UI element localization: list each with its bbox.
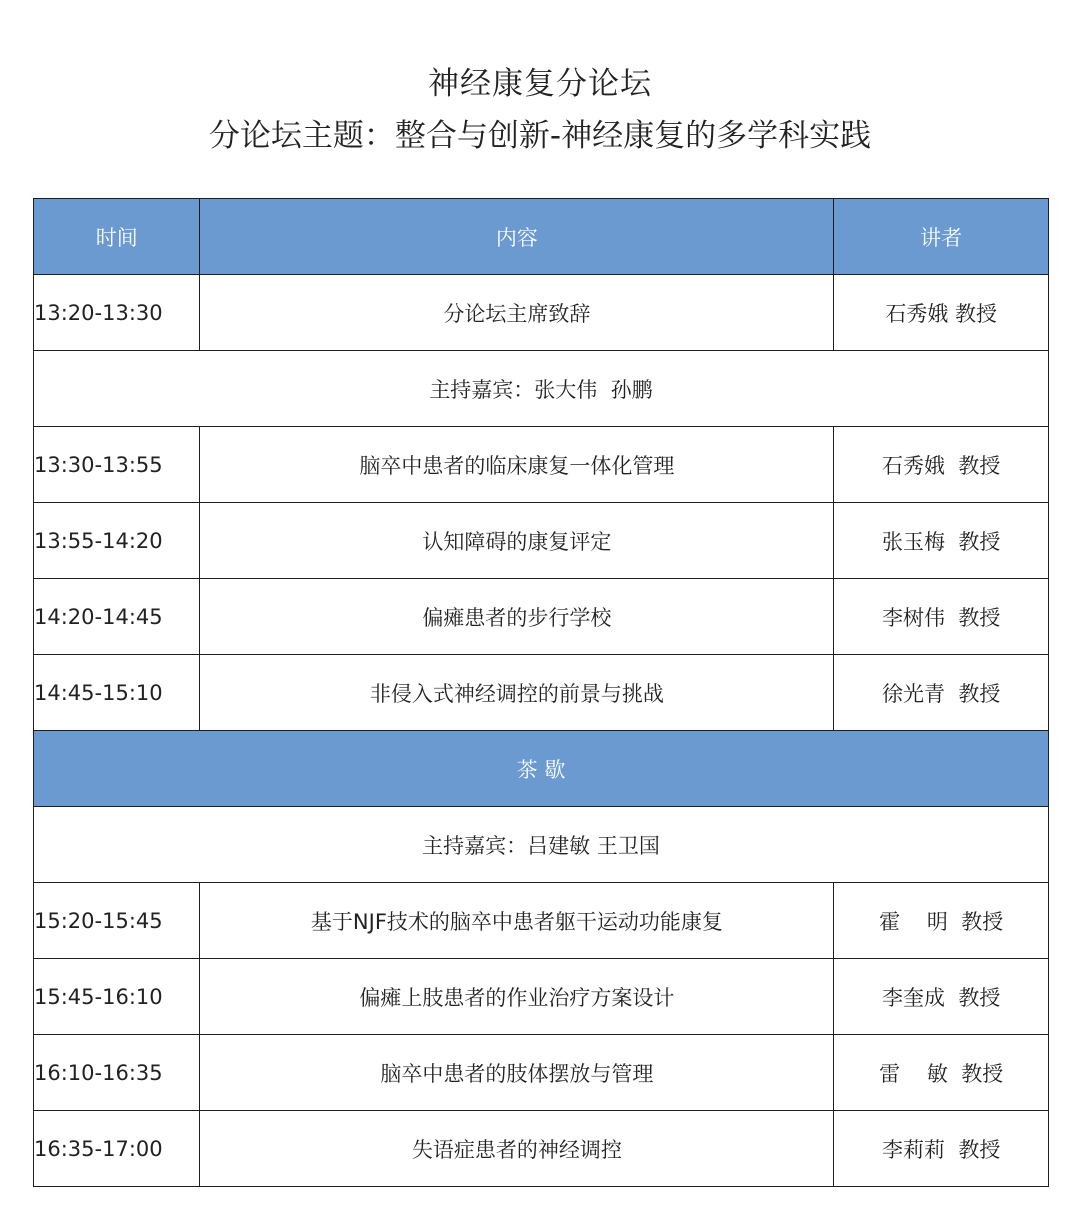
host-row	[34, 351, 1049, 427]
session-speaker: 雷 敏 教授	[834, 1035, 1049, 1111]
session-speaker: 张玉梅 教授	[834, 503, 1049, 579]
session-topic: 分论坛主席致辞	[200, 275, 834, 351]
session-speaker: 李树伟 教授	[834, 579, 1049, 655]
session-time: 14:20-14:45	[34, 579, 200, 655]
tea-break-label: 茶 歇	[34, 731, 1049, 807]
session-topic: 非侵入式神经调控的前景与挑战	[200, 655, 834, 731]
session-time: 13:30-13:55	[34, 427, 200, 503]
table-row	[34, 275, 1049, 351]
break-row	[34, 731, 1049, 807]
table-row	[34, 655, 1049, 731]
table-row	[34, 1035, 1049, 1111]
session-topic: 偏瘫上肢患者的作业治疗方案设计	[200, 959, 834, 1035]
host-label: 主持嘉宾：张大伟 孙鹏	[34, 351, 1049, 427]
session-topic: 认知障碍的康复评定	[200, 503, 834, 579]
session-time: 16:10-16:35	[34, 1035, 200, 1111]
session-topic: 基于NJF技术的脑卒中患者躯干运动功能康复	[200, 883, 834, 959]
agenda-table	[33, 198, 1049, 1187]
session-time: 13:55-14:20	[34, 503, 200, 579]
page-subtitle: 分论坛主题：整合与创新-神经康复的多学科实践	[208, 118, 872, 154]
page-title: 神经康复分论坛	[428, 66, 652, 102]
table-row	[34, 1111, 1049, 1187]
header-time: 时间	[34, 199, 200, 275]
table-header-row	[34, 199, 1049, 275]
heading	[0, 58, 1080, 162]
session-time: 15:20-15:45	[34, 883, 200, 959]
session-speaker: 徐光青 教授	[834, 655, 1049, 731]
session-time: 14:45-15:10	[34, 655, 200, 731]
session-topic: 脑卒中患者的临床康复一体化管理	[200, 427, 834, 503]
table-row	[34, 883, 1049, 959]
host-row	[34, 807, 1049, 883]
session-topic: 失语症患者的神经调控	[200, 1111, 834, 1187]
session-speaker: 霍 明 教授	[834, 883, 1049, 959]
session-speaker: 石秀娥 教授	[834, 275, 1049, 351]
session-topic: 偏瘫患者的步行学校	[200, 579, 834, 655]
session-speaker: 石秀娥 教授	[834, 427, 1049, 503]
table-row	[34, 503, 1049, 579]
session-speaker: 李莉莉 教授	[834, 1111, 1049, 1187]
session-time: 13:20-13:30	[34, 275, 200, 351]
session-speaker: 李奎成 教授	[834, 959, 1049, 1035]
table-row	[34, 959, 1049, 1035]
session-topic: 脑卒中患者的肢体摆放与管理	[200, 1035, 834, 1111]
session-time: 16:35-17:00	[34, 1111, 200, 1187]
table-row	[34, 579, 1049, 655]
header-content: 内容	[200, 199, 834, 275]
header-speaker: 讲者	[834, 199, 1049, 275]
table-row	[34, 427, 1049, 503]
host-label: 主持嘉宾：吕建敏 王卫国	[34, 807, 1049, 883]
session-time: 15:45-16:10	[34, 959, 200, 1035]
